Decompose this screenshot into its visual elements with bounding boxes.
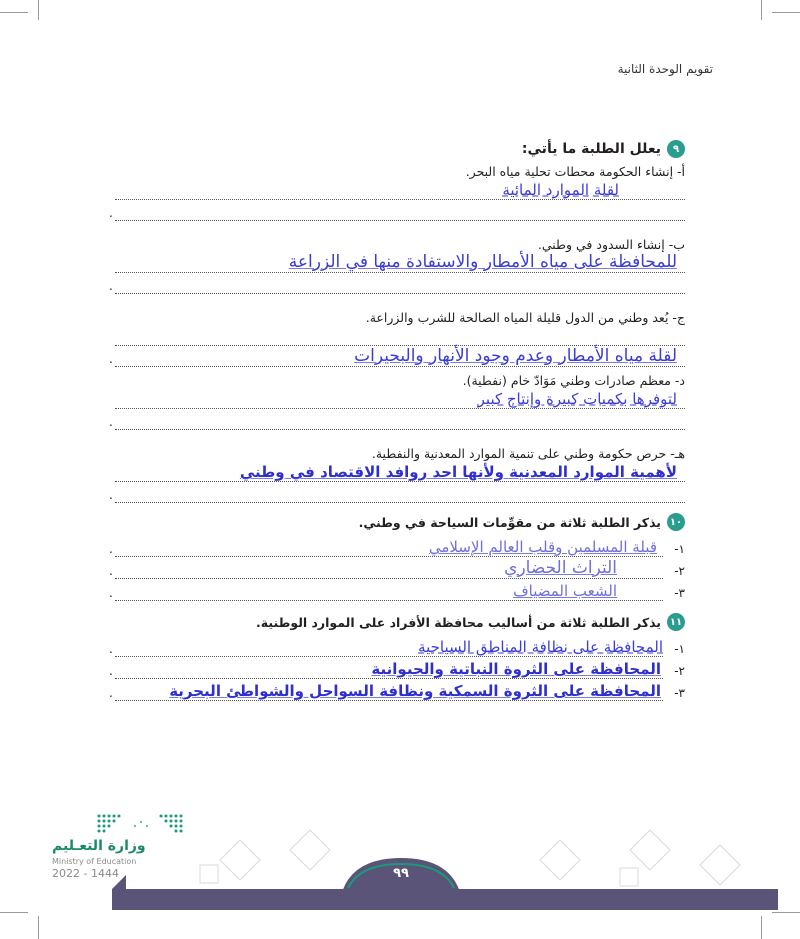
ministry-logo-dots-icon — [95, 812, 187, 834]
handwritten-answer: المحافظة على الثروة النباتية والحيوانية — [371, 660, 661, 678]
question-title: يذكر الطلبة ثلاثة من أساليب محافظة الأفراد على الموارد الوطنية. — [256, 614, 661, 630]
question-title: يذكر الطلبة ثلاثة من مقوِّمات السياحة في وطني. — [358, 514, 661, 530]
answer-line[interactable] — [115, 461, 685, 482]
handwritten-answer: المحافظة على نظافة المناطق السياحية — [418, 638, 663, 656]
crop-mark — [0, 912, 28, 913]
numbered-answer-line[interactable] — [109, 681, 685, 701]
handwritten-answer: للمحافظة على مياه الأمطار والاستفادة منها في الزراعة — [288, 251, 677, 272]
crop-mark — [772, 12, 800, 13]
question-10-heading — [115, 513, 685, 531]
answer-line[interactable] — [109, 200, 685, 221]
answer-line[interactable] — [109, 273, 685, 294]
answer-line[interactable] — [115, 388, 685, 409]
edition-year: 2022 - 1444 — [52, 867, 119, 880]
handwritten-answer: قبلة المسلمين وقلب العالم الإسلامي — [428, 538, 657, 556]
footer-corner — [112, 875, 126, 889]
crop-mark — [772, 912, 800, 913]
crop-mark — [761, 0, 762, 20]
line-period: . — [109, 206, 113, 220]
page-number: ٩٩ — [393, 866, 409, 881]
question-prompt: ب- إنشاء السدود في وطني. — [537, 237, 685, 252]
line-period: . — [109, 352, 113, 366]
line-number: ٢- — [674, 664, 685, 678]
question-prompt: د- معظم صادرات وطني مَوَادّ خام (نفطية). — [462, 373, 685, 388]
answer-line[interactable] — [115, 325, 685, 346]
handwritten-answer: لقلة الموارد المائية — [502, 181, 619, 199]
line-period: . — [109, 542, 113, 556]
question-9-heading — [115, 140, 685, 158]
question-11-heading — [115, 613, 685, 631]
line-period: . — [109, 279, 113, 293]
handwritten-answer: لتوفرها بكميات كبيرة وإنتاج كبير — [477, 390, 677, 408]
question-number-badge: ١١ — [667, 613, 685, 631]
handwritten-answer: التراث الحضاري — [504, 557, 617, 578]
crop-mark — [38, 0, 39, 20]
answer-line[interactable] — [109, 345, 685, 367]
crop-mark — [761, 916, 762, 939]
answer-line[interactable] — [115, 179, 685, 200]
answer-line[interactable] — [109, 409, 685, 430]
page-header: تقويم الوحدة الثانية — [617, 62, 713, 76]
line-period: . — [109, 642, 113, 656]
line-number: ١- — [674, 642, 685, 656]
crop-mark — [38, 916, 39, 939]
ministry-name-en: Ministry of Education — [52, 857, 137, 866]
numbered-answer-line[interactable] — [109, 637, 685, 657]
line-number: ٣- — [674, 686, 685, 700]
question-prompt: هـ- حرص حكومة وطني على تنمية الموارد المعدنية والنفطية. — [371, 446, 685, 461]
question-title: يعلل الطلبة ما يأتي: — [521, 141, 661, 157]
line-period: . — [109, 415, 113, 429]
numbered-answer-line[interactable] — [109, 581, 685, 601]
line-period: . — [109, 586, 113, 600]
handwritten-answer: الشعب المضياف — [513, 582, 617, 600]
question-prompt: أ- إنشاء الحكومة محطات تحلية مياه البحر. — [465, 164, 685, 179]
ministry-name-ar: وزارة التعـليم — [52, 838, 146, 854]
crop-mark — [0, 12, 28, 13]
main-content — [109, 140, 685, 703]
line-period: . — [109, 564, 113, 578]
line-period: . — [109, 488, 113, 502]
answer-line[interactable] — [109, 482, 685, 503]
line-number: ١- — [674, 542, 685, 556]
numbered-answer-line[interactable] — [109, 557, 685, 579]
answer-line[interactable] — [115, 252, 685, 273]
line-number: ٢- — [674, 564, 685, 578]
handwritten-answer: لقلة مياه الأمطار وعدم وجود الأنهار والبحيرات — [354, 345, 677, 366]
numbered-answer-line[interactable] — [109, 659, 685, 679]
question-prompt: ج- يُعد وطني من الدول قليلة المياه الصالحة للشرب والزراعة. — [365, 310, 685, 325]
line-number: ٣- — [674, 586, 685, 600]
question-number-badge: ٩ — [667, 140, 685, 158]
decorative-pattern — [180, 820, 780, 890]
line-period: . — [109, 686, 113, 700]
handwritten-answer: لأهمية الموارد المعدنية ولأنها احد روافد الاقتصاد في وطني — [239, 463, 677, 481]
handwritten-answer: المحافظة على الثروة السمكية ونظافة السواحل والشواطئ البحرية — [169, 682, 661, 700]
numbered-answer-line[interactable] — [109, 537, 685, 557]
line-period: . — [109, 664, 113, 678]
question-number-badge: ١٠ — [667, 513, 685, 531]
